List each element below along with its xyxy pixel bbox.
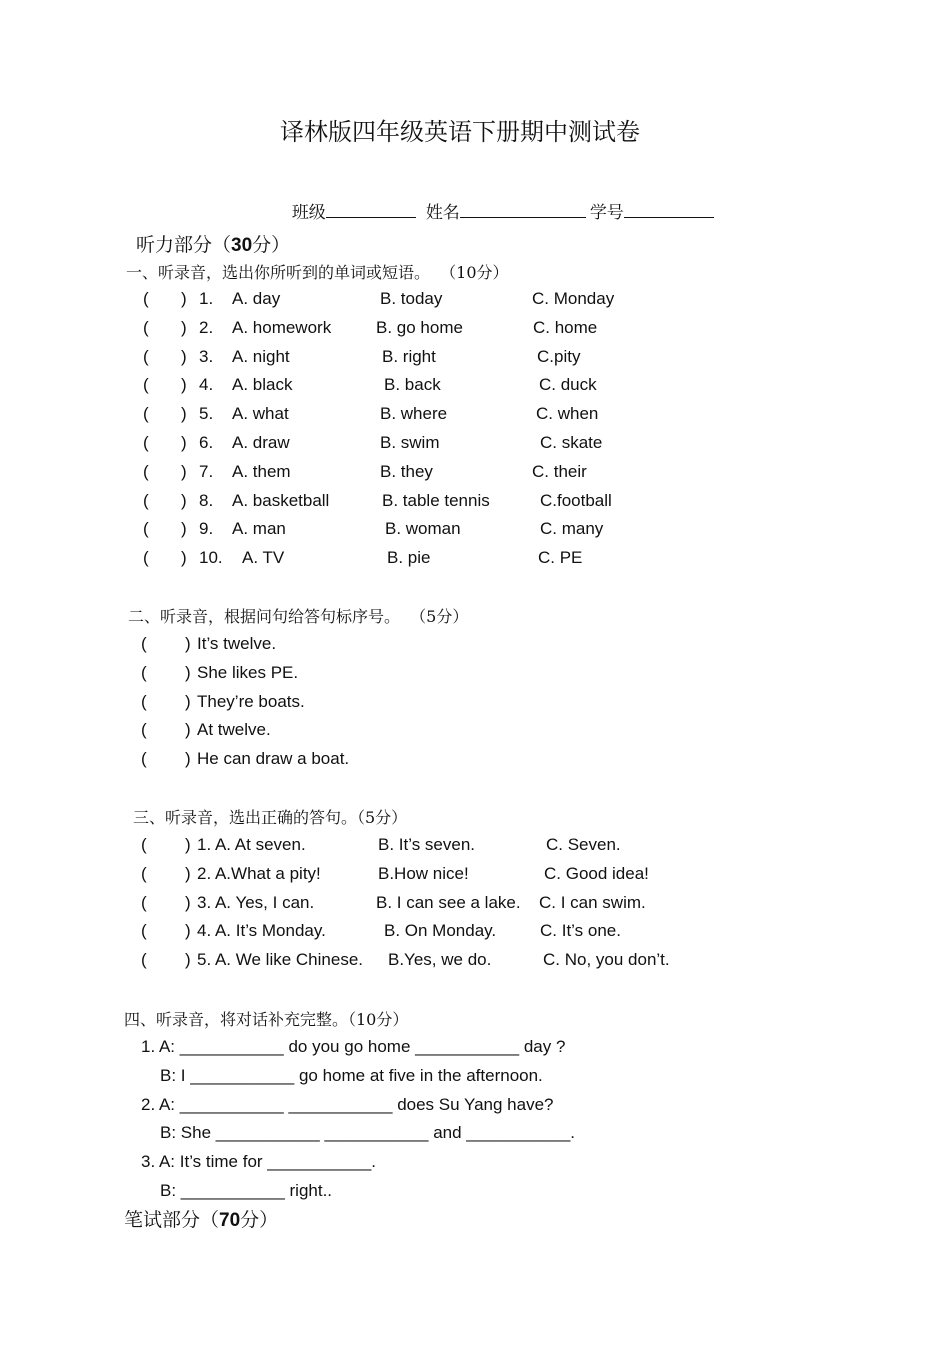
option-c: C. Seven. [546,835,621,854]
answer-bracket-close: ) [181,289,187,308]
question-number: 8. [199,490,214,510]
option-c: C. Monday [532,289,615,308]
option-c: C. when [536,404,599,424]
answer-bracket-close: ) [185,720,191,740]
answer-bracket-open[interactable]: ( [143,317,149,337]
answer-bracket-close: ) [185,950,191,970]
class-blank[interactable] [326,199,416,218]
question-row [141,835,841,859]
answer-bracket-open[interactable]: ( [143,404,149,424]
answer-sentence: At twelve. [197,720,271,740]
dialogue-line: B: She ___________ ___________ and ___________. [160,1123,576,1143]
dialogue-line: 3. A: It’s time for ___________. [141,1152,377,1172]
question-row [143,318,843,342]
answer-bracket-close: ) [185,662,191,682]
question-row [141,893,841,917]
dialogue-line: 2. A: ___________ ___________ does Su Yang have? [141,1094,554,1114]
option-b: B.How nice! [378,863,469,883]
answer-bracket-close: ) [181,519,187,539]
answer-bracket-close: ) [181,375,187,395]
dialogue-line: 1. A: ___________ do you go home ___________ day ? [141,1037,566,1056]
option-a: A. TV [242,548,285,568]
question-row [143,548,843,572]
answer-bracket-close: ) [185,921,191,941]
number-label: 学号 [589,203,624,223]
option-b: B. go home [376,317,463,337]
question-row [141,921,841,945]
option-c: C.football [540,490,612,510]
option-a: A. man [232,519,286,539]
option-b: B. On Monday. [384,921,497,941]
section2-title: 二、听录音，根据问句给答句标序号。 （5分） [128,607,469,626]
answer-bracket-close: ) [181,346,187,366]
answer-bracket-close: ) [181,548,187,568]
option-c: C. I can swim. [539,892,646,912]
section3-title: 三、听录音，选出正确的答句。（5分） [133,808,408,827]
option-a: A. night [232,346,290,366]
option-b: B. back [384,375,441,395]
option-a: A. draw [232,433,290,452]
number-field [579,178,714,223]
question-row [143,462,843,486]
answer-bracket-open[interactable]: ( [143,490,149,510]
section1-title: 一、听录音，选出你所听到的单词或短语。 （10分） [126,263,509,282]
question-number: 3. [199,346,214,366]
answer-bracket-close: ) [185,835,191,854]
answer-bracket-close: ) [185,863,191,883]
question-row [141,950,841,974]
option-b: B. where [380,404,448,424]
name-blank[interactable] [460,199,586,218]
option-b: B. pie [387,548,431,568]
answer-bracket-close: ) [181,317,187,337]
answer-row [141,749,641,773]
answer-bracket-close: ) [181,461,187,481]
option-a: 4. A. It’s Monday. [197,921,326,941]
question-row [141,864,841,888]
question-row [143,289,843,313]
option-a: A. what [232,404,289,424]
option-b: B. It’s seven. [378,835,476,854]
option-c: C. home [533,317,598,337]
option-c: C. No, you don’t. [543,950,670,970]
answer-bracket-open[interactable]: ( [141,921,147,941]
answer-bracket-open[interactable]: ( [143,375,149,395]
option-b: B. swim [380,433,440,452]
question-number: 4. [199,375,214,395]
question-row [143,375,843,399]
option-c: C. their [532,461,587,481]
name-field [415,178,586,223]
answer-bracket-close: ) [185,634,191,653]
question-number: 2. [199,317,214,337]
answer-row [141,720,641,744]
option-a: A. basketball [232,490,330,510]
answer-bracket-open[interactable]: ( [141,691,147,711]
section4-title: 四、听录音，将对话补充完整。（10分） [124,1010,409,1029]
option-b: B. woman [385,519,461,539]
page-title: 译林版四年级英语下册期中测试卷 [280,118,640,146]
class-label: 班级 [291,203,326,223]
question-number: 10. [199,548,223,568]
option-a: A. day [232,289,281,308]
answer-bracket-close: ) [185,691,191,711]
answer-bracket-close: ) [185,749,191,769]
option-b: B. they [380,461,433,481]
answer-bracket-open[interactable]: ( [143,519,149,539]
question-number: 6. [199,433,214,452]
option-c: C. many [540,519,604,539]
answer-bracket-close: ) [181,404,187,424]
answer-bracket-open[interactable]: ( [141,835,147,854]
question-row [143,433,843,457]
option-a: A. black [232,375,293,395]
option-a: 1. A. At seven. [197,835,306,854]
answer-bracket-close: ) [181,433,187,452]
option-b: B. right [382,346,436,366]
answer-sentence: It’s twelve. [197,634,277,653]
option-c: C. It’s one. [540,921,621,941]
answer-row [141,663,641,687]
option-a: 5. A. We like Chinese. [197,950,363,970]
answer-sentence: They’re boats. [197,691,305,711]
option-a: A. homework [232,317,332,337]
question-number: 1. [199,289,214,308]
answer-bracket-open[interactable]: ( [141,950,147,970]
answer-bracket-open[interactable]: ( [143,461,149,481]
option-a: 2. A.What a pity! [197,863,321,883]
listening-heading: 听力部分（30分） [136,234,291,256]
answer-bracket-open[interactable]: ( [141,749,147,769]
number-blank[interactable] [624,199,714,218]
answer-bracket-open[interactable]: ( [143,548,149,568]
option-b: B. table tennis [382,490,490,510]
question-row [143,347,843,371]
answer-bracket-open[interactable]: ( [143,289,149,308]
written-heading: 笔试部分（70分） [124,1209,279,1231]
answer-sentence: She likes PE. [197,662,299,682]
answer-bracket-open[interactable]: ( [141,863,147,883]
question-row [143,519,843,543]
option-a: 3. A. Yes, I can. [197,892,315,912]
question-number: 9. [199,519,214,539]
option-c: C.pity [537,346,581,366]
option-b: B. today [380,289,443,308]
option-c: C. Good idea! [544,863,649,883]
dialogue-line: B: I ___________ go home at five in the afternoon. [160,1065,543,1085]
answer-bracket-open[interactable]: ( [141,662,147,682]
option-c: C. skate [540,433,603,452]
question-row [143,404,843,428]
answer-bracket-open[interactable]: ( [143,346,149,366]
question-row [143,491,843,515]
class-field [281,178,416,223]
answer-bracket-close: ) [181,490,187,510]
answer-bracket-open[interactable]: ( [141,720,147,740]
answer-bracket-open[interactable]: ( [141,634,147,653]
question-number: 5. [199,404,214,424]
question-number: 7. [199,461,214,481]
answer-sentence: He can draw a boat. [197,749,350,769]
answer-row [141,634,641,658]
option-b: B.Yes, we do. [388,950,492,970]
option-b: B. I can see a lake. [376,892,521,912]
answer-bracket-open[interactable]: ( [141,892,147,912]
answer-bracket-close: ) [185,892,191,912]
answer-bracket-open[interactable]: ( [143,433,149,452]
name-label: 姓名 [425,203,460,223]
option-c: C. PE [538,548,583,568]
dialogue-line: B: ___________ right.. [160,1181,333,1200]
answer-row [141,692,641,716]
option-c: C. duck [539,375,597,395]
option-a: A. them [232,461,291,481]
